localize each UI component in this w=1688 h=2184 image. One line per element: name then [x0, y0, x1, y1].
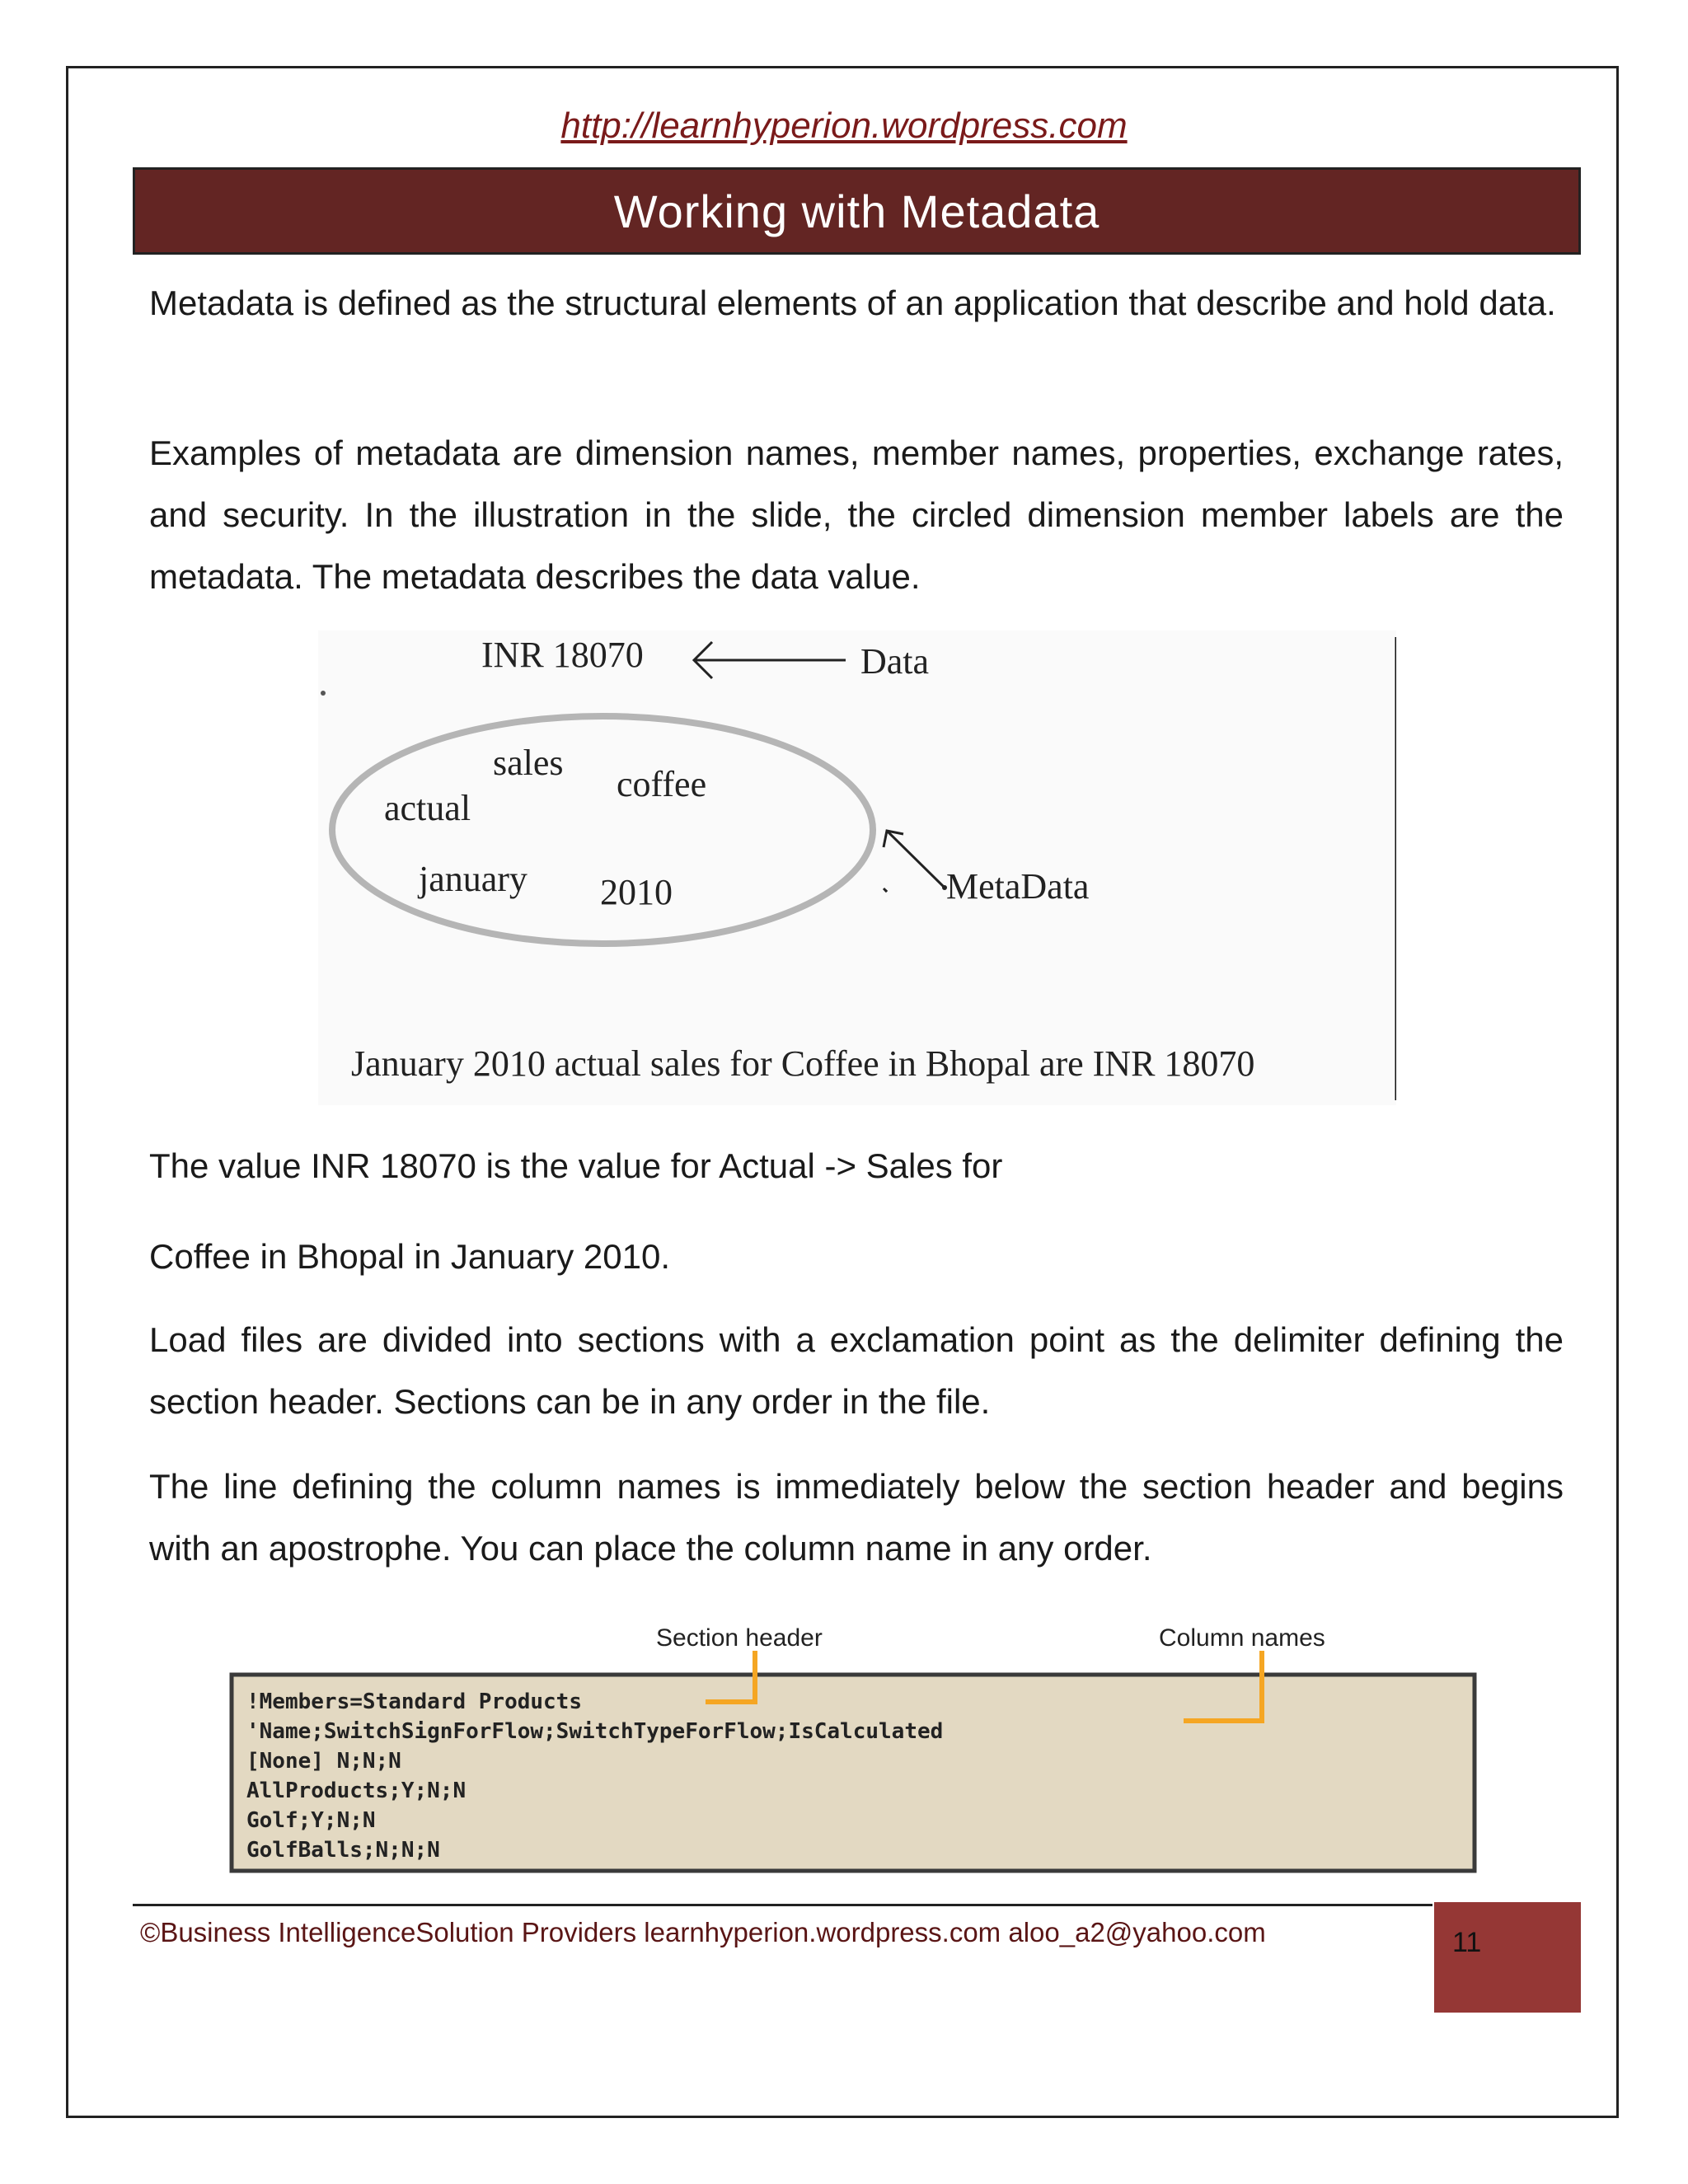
paragraph-value-explanation-cont: Coffee in Bhopal in January 2010. — [149, 1237, 671, 1276]
paragraph-column-names: The line defining the column names is immediately below the section header and begins with an apostrophe. You can place the column name in any order. — [149, 1467, 1564, 1568]
code-line-golfballs: GolfBalls;N;N;N — [246, 1838, 440, 1863]
paragraph-examples: Examples of metadata are dimension names, member names, properties, exchange rates, and security. In the illustration in the slide, the circled dimension member labels are the metadata. The metadata describes the data value. — [149, 434, 1564, 596]
member-label-2010: 2010 — [600, 872, 673, 912]
section-header-label: Section header — [656, 1624, 823, 1652]
member-label-january: january — [419, 859, 528, 899]
code-line-golf: Golf;Y;N;N — [246, 1808, 376, 1833]
title-bar — [133, 167, 1581, 255]
metadata-label: MetaData — [946, 866, 1090, 907]
member-label-sales: sales — [493, 743, 564, 783]
figure-caption: January 2010 actual sales for Coffee in Bhopal are INR 18070 — [351, 1043, 1255, 1084]
page-number: 11 — [1452, 1927, 1482, 1958]
page-number-box — [1434, 1902, 1581, 2013]
footer-divider — [133, 1904, 1432, 1906]
column-names-label: Column names — [1159, 1624, 1325, 1652]
paragraph-definition: Metadata is defined as the structural elements of an application that describe and hold data. — [149, 284, 1556, 322]
paragraph-value-explanation: The value INR 18070 is the value for Actual -> Sales for — [149, 1146, 1003, 1185]
code-line-none: [None] N;N;N — [246, 1749, 401, 1774]
header-url-link[interactable]: http://learnhyperion.wordpress.com — [560, 105, 1128, 146]
data-label: Data — [860, 641, 930, 682]
member-label-actual: actual — [384, 788, 471, 828]
metadata-illustration — [318, 630, 1396, 1105]
page-title: Working with Metadata — [613, 185, 1100, 237]
metadata-pointer-line — [887, 831, 945, 888]
member-label-coffee: coffee — [617, 764, 707, 804]
paragraph-load-files: Load files are divided into sections with a exclamation point as the delimiter defining the section header. Sections can be in any order in the file. — [149, 1320, 1564, 1421]
load-file-example — [223, 1611, 1484, 1877]
code-line-section-header: !Members=Standard Products — [246, 1690, 582, 1714]
footer-text: ©Business IntelligenceSolution Providers learnhyperion.wordpress.com aloo_a2@yahoo.com — [140, 1917, 1266, 1947]
metadata-arrow-line — [887, 886, 945, 892]
data-value-label: INR 18070 — [481, 635, 644, 675]
code-line-column-names: 'Name;SwitchSignForFlow;SwitchTypeForFlow;IsCalculated — [246, 1719, 944, 1744]
code-line-allproducts: AllProducts;Y;N;N — [246, 1779, 467, 1803]
